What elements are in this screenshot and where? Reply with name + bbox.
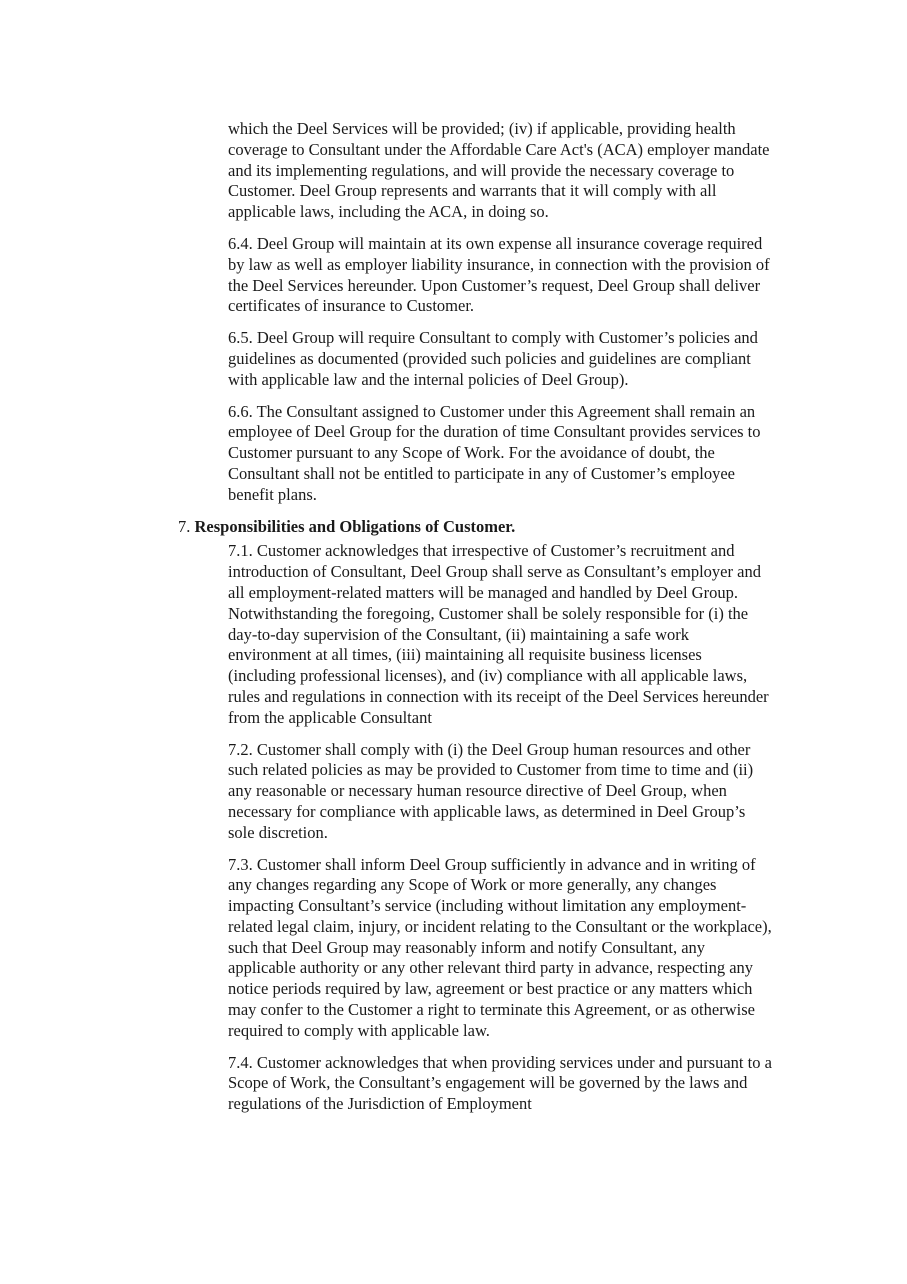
paragraph-7-3: 7.3. Customer shall inform Deel Group sufficiently in advance and in writing of any changes regarding any Scope of Work or more generally, any changes impacting Consultant’s service (including without limitation any employment-related legal claim, injury, or incident relating to the Consultant or the workplace), such that Deel Group may reasonably inform and notify Consultant, any applicable authority or any other relevant third party in advance, respecting any notice periods required by law, agreement or best practice or any matters which may confer to the Customer a right to terminate this Agreement, or as otherwise required to comply with applicable law. [228, 854, 772, 1040]
paragraph-7-1: 7.1. Customer acknowledges that irrespective of Customer’s recruitment and introduction of Consultant, Deel Group shall serve as Consultant’s employer and all employment-related matters will be managed and handled by Deel Group. Notwithstanding the foregoing, Customer shall be solely responsible for (i) the day-to-day supervision of the Consultant, (ii) maintaining a safe work environment at all times, (iii) maintaining all requisite business licenses (including professional licenses), and (iv) compliance with all applicable laws, rules and regulations in connection with its receipt of the Deel Services hereunder from the applicable Consultant [228, 541, 769, 727]
paragraph-7-4: 7.4. Customer acknowledges that when providing services under and pursuant to a Scope of Work, the Consultant’s engagement will be governed by the laws and regulations of the Jurisdiction of Employment [228, 1052, 772, 1114]
paragraph-6-5: 6.5. Deel Group will require Consultant to comply with Customer’s policies and guidelines as documented (provided such policies and guidelines are compliant with applicable law and the internal policies of Deel Group). [228, 328, 758, 389]
paragraph-6-6: 6.6. The Consultant assigned to Customer under this Agreement shall remain an employee of Deel Group for the duration of time Consultant provides services to Customer pursuant to any Scope of Work. For the avoidance of doubt, the Consultant shall not be entitled to participate in any of Customer’s employee benefit plans. [228, 401, 761, 504]
section-7-title: Responsibilities and Obligations of Customer. [194, 516, 516, 536]
section-7-number: 7. [178, 516, 191, 536]
paragraph-6-3-continuation: which the Deel Services will be provided; (iv) if applicable, providing health coverage to Consultant under the Affordable Care Act's (ACA) employer mandate and its implementing regulations, and will provide the necessary coverage to Customer. Deel Group represents and warrants that it will comply with all applicable laws, including the ACA, in doing so. [228, 119, 770, 222]
paragraph-6-4: 6.4. Deel Group will maintain at its own expense all insurance coverage required by law as well as employer liability insurance, in connection with the provision of the Deel Services hereunder. Upon Customer’s request, Deel Group shall deliver certificates of insurance to Customer. [228, 233, 770, 316]
section-7-heading [178, 517, 773, 538]
paragraph-7-2: 7.2. Customer shall comply with (i) the Deel Group human resources and other such related policies as may be provided to Customer from time to time and (ii) any reasonable or necessary human resource directive of Deel Group, when necessary for compliance with applicable laws, as determined in Deel Group’s sole discretion. [228, 739, 754, 842]
document-body [178, 119, 773, 1126]
